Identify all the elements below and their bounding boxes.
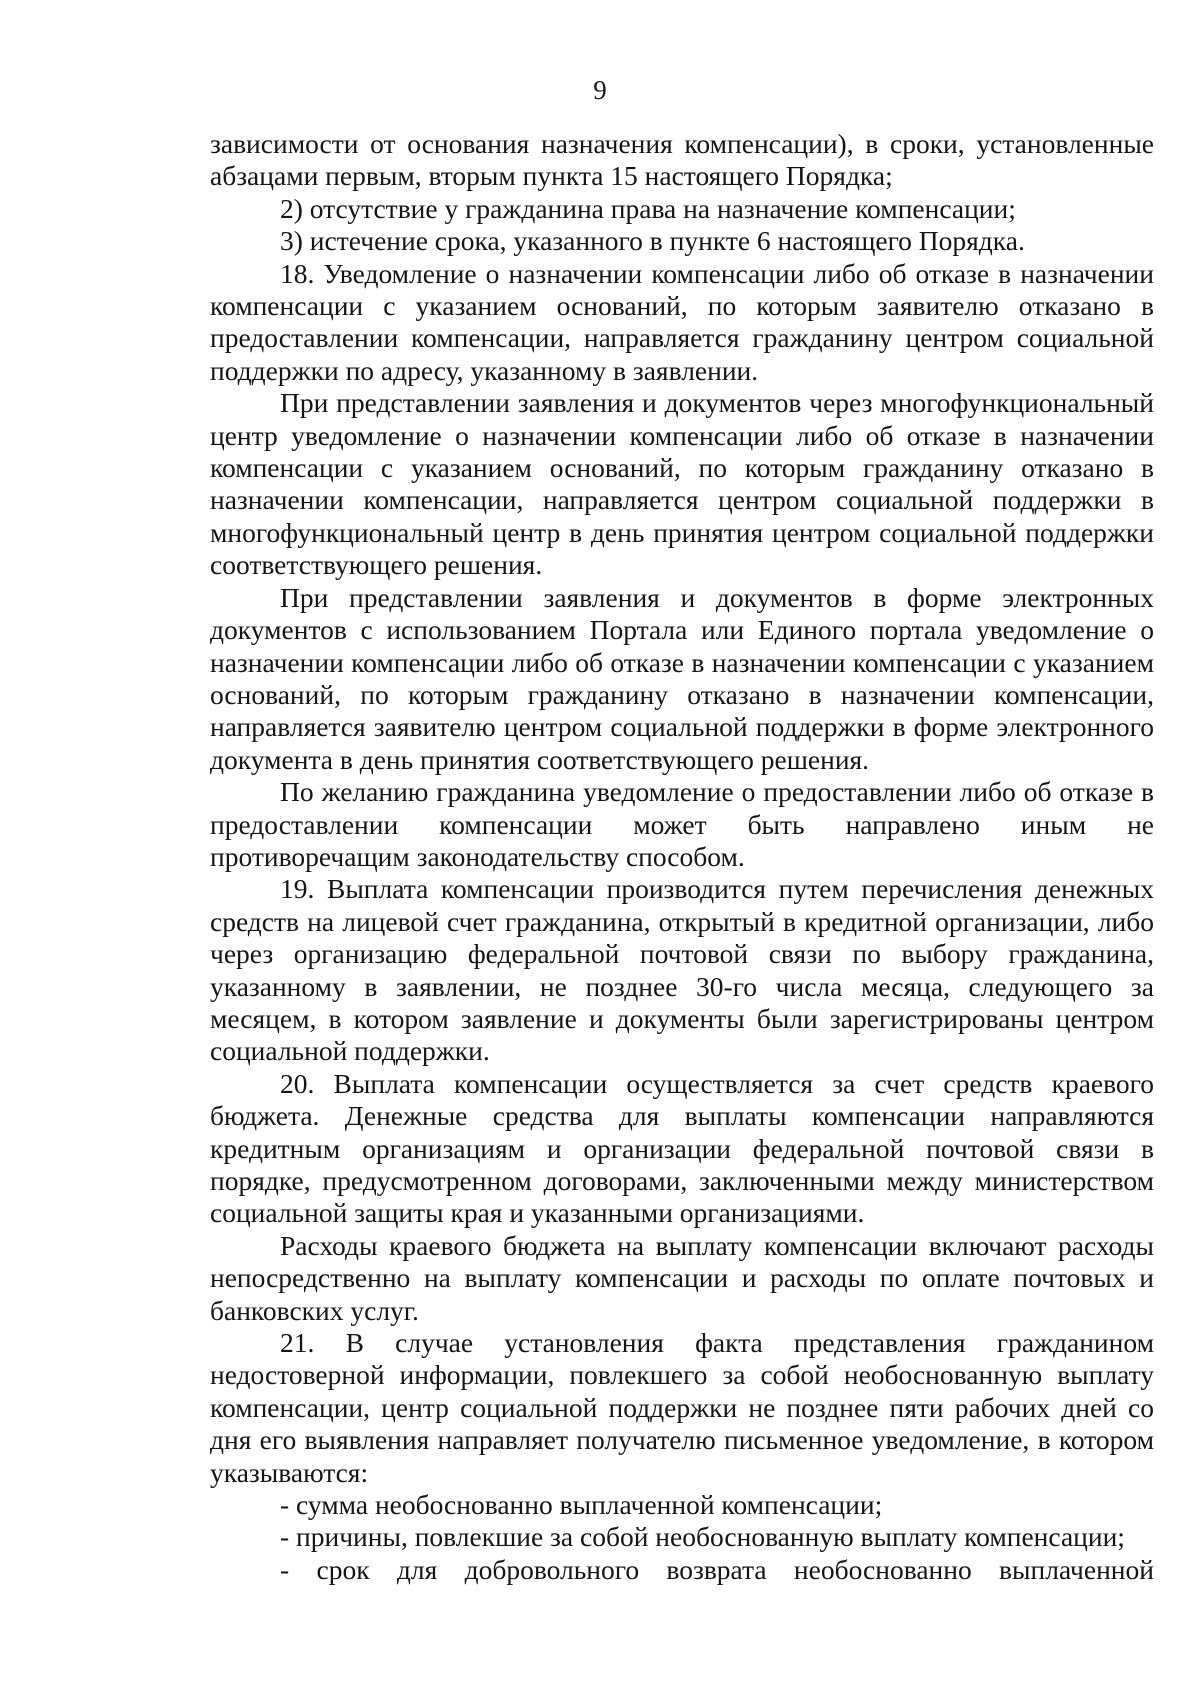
list-item-3: 3) истечение срока, указанного в пункте 6 настоящего Порядка. — [280, 225, 1025, 257]
paragraph-budget-expenses: Расходы краевого бюджета на выплату компенсации включают расходы непосредственно на выплату компенсации и расходы по оплате почтовых и банковских услуг. — [210, 1229, 1154, 1326]
paragraph-electronic-notification: При представлении заявления и документов в форме электронных документов с использованием Портала или Единого портала уведомление о назначении компенсации либо об отказе в назначении компенсации с указанием оснований, по которым гражданину отказано в назначении компенсации, направляется заявителю центром социальной поддержки в форме электронного документа в день принятия соответствующего решения. — [210, 581, 1154, 775]
dash-item-deadline: - срок для добровольного возврата необоснованно выплаченной — [280, 1553, 1154, 1585]
dash-item-reasons: - причины, повлекшие за собой необоснованную выплату компенсации; — [280, 1521, 1125, 1553]
clause-18: 18. Уведомление о назначении компенсации либо об отказе в назначении компенсации с указанием оснований, по которым заявителю отказано в предоставлении компенсации, направляется гражданину центром социальной поддержки по адресу, указанному в заявлении. — [210, 257, 1154, 386]
clause-20: 20. Выплата компенсации осуществляется за счет средств краевого бюджета. Денежные средства для выплаты компенсации направляются кредитным организациям и организации федеральной почтовой связи в порядке, предусмотренном договорами, заключенными между министерством социальной защиты края и указанными организациями. — [210, 1067, 1154, 1229]
list-item-2: 2) отсутствие у гражданина права на назначение компенсации; — [280, 192, 1016, 224]
document-body — [210, 128, 1154, 1586]
paragraph-other-method: По желанию гражданина уведомление о предоставлении либо об отказе в предоставлении компенсации может быть направлено иным не противоречащим законодательству способом. — [210, 776, 1154, 872]
paragraph-continuation: зависимости от основания назначения компенсации), в сроки, установленные абзацами первым, вторым пункта 15 настоящего Порядка; — [210, 128, 1154, 192]
clause-21: 21. В случае установления факта представления гражданином недостоверной информации, повлекшего за собой необоснованную выплату компенсации, центр социальной поддержки не позднее пяти рабочих дней со дня его выявления направляет получателю письменное уведомление, в котором указываются: — [210, 1327, 1154, 1488]
paragraph-mfc-notification: При представлении заявления и документов через многофункциональный центр уведомление о назначении компенсации либо об отказе в назначении компенсации с указанием оснований, по которым гражданину отказано в назначении компенсации, направляется центром социальной поддержки в многофункциональный центр в день принятия центром социальной поддержки соответствующего решения. — [210, 387, 1154, 581]
clause-19: 19. Выплата компенсации производится путем перечисления денежных средств на лицевой счет гражданина, открытый в кредитной организации, либо через организацию федеральной почтовой связи по выбору гражданина, указанному в заявлении, не позднее 30-го числа месяца, следующего за месяцем, в котором заявление и документы были зарегистрированы центром социальной поддержки. — [210, 873, 1154, 1067]
page-number: 9 — [593, 75, 607, 105]
dash-item-amount: - сумма необоснованно выплаченной компенсации; — [280, 1489, 883, 1521]
